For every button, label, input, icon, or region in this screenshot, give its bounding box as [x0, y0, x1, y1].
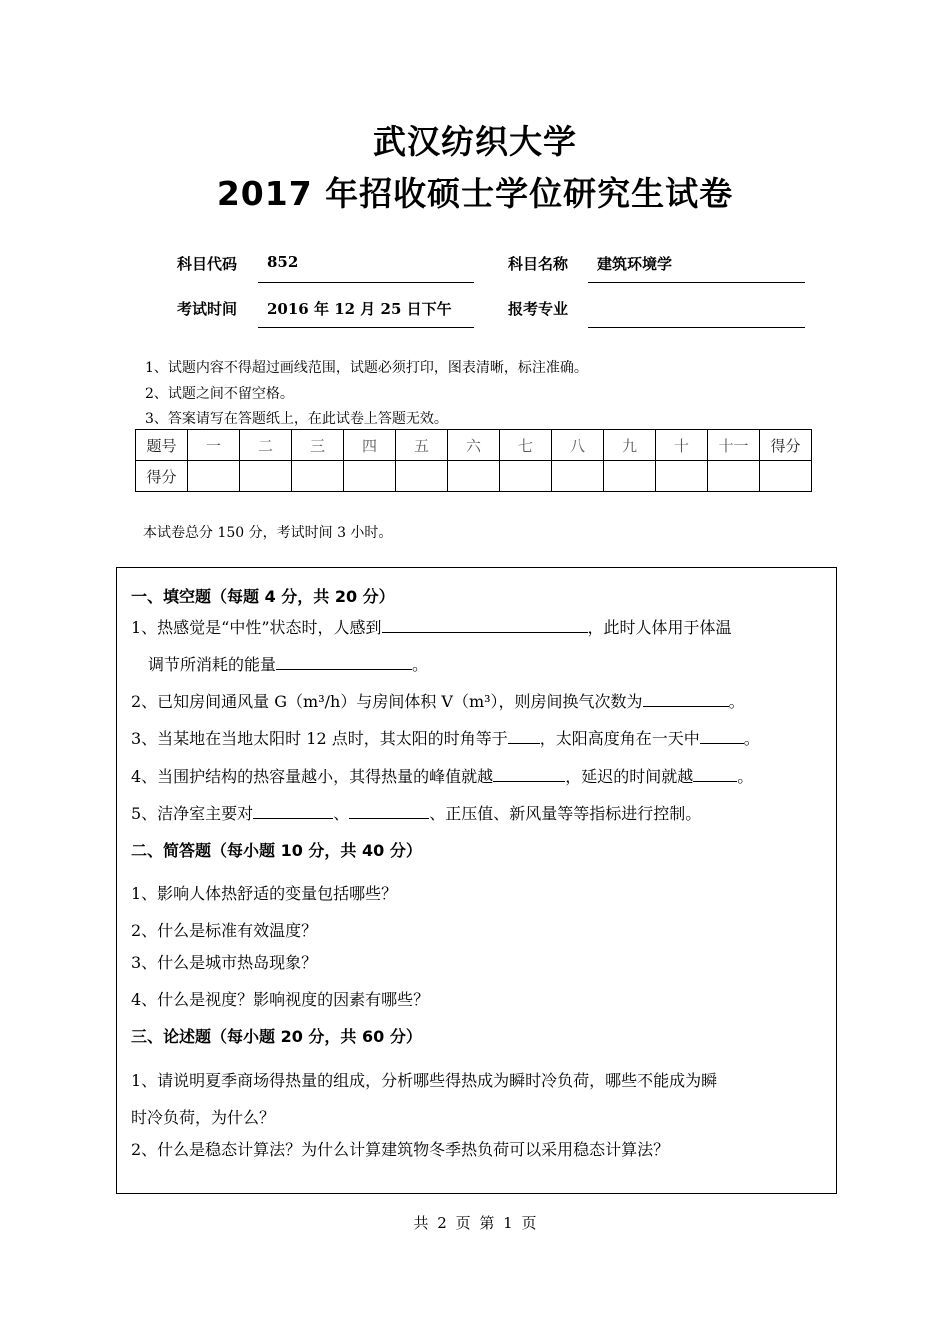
exam-time-value: 2016 年 12 月 25 日下午 — [267, 300, 452, 318]
score-header-cell: 八 — [552, 430, 604, 461]
score-cell — [552, 461, 604, 492]
score-header-cell: 七 — [500, 430, 552, 461]
question-text: 5、洁净室主要对 — [131, 804, 254, 823]
score-cell — [604, 461, 656, 492]
score-header-cell: 得分 — [760, 430, 812, 461]
score-cell — [708, 461, 760, 492]
score-cell — [188, 461, 240, 492]
subject-name-label: 科目名称 — [508, 255, 569, 273]
score-header-cell: 九 — [604, 430, 656, 461]
question-3-2: 2、什么是稳态计算法？为什么计算建筑物冬季热负荷可以采用稳态计算法？ — [131, 1140, 670, 1159]
answer-blank — [349, 802, 429, 819]
exam-title: 2017 年招收硕士学位研究生试卷 — [216, 174, 734, 213]
question-text: 。 — [412, 655, 429, 674]
score-table — [135, 429, 812, 492]
question-text: ，太阳高度角在一天中 — [539, 729, 700, 748]
total-note: 本试卷总分 150 分，考试时间 3 小时。 — [143, 525, 393, 541]
answer-blank — [693, 765, 737, 782]
answer-blank — [493, 765, 565, 782]
question-text: ，延迟的时间就越 — [565, 767, 694, 786]
answer-blank — [276, 653, 412, 670]
section-1-title: 一、填空题（每题 4 分，共 20 分） — [131, 587, 395, 606]
question-1-3 — [131, 726, 760, 749]
score-cell — [396, 461, 448, 492]
question-1-5 — [131, 801, 701, 824]
major-label: 报考专业 — [508, 300, 569, 318]
question-text: 1、热感觉是“中性”状态时，人感到 — [131, 618, 382, 637]
question-text: 2、已知房间通风量 G（m³/h）与房间体积 V（m³），则房间换气次数为 — [131, 692, 643, 711]
question-text: 、正压值、新风量等等指标进行控制。 — [429, 804, 702, 823]
question-1-4 — [131, 764, 753, 787]
score-row-label: 得分 — [136, 461, 188, 492]
answer-blank — [508, 727, 540, 744]
question-1-1-line-2 — [148, 652, 428, 675]
score-header-cell: 十 — [656, 430, 708, 461]
score-header-cell: 题号 — [136, 430, 188, 461]
score-cell — [656, 461, 708, 492]
question-1-2 — [131, 689, 745, 712]
note-2: 2、试题之间不留空格。 — [145, 386, 294, 402]
question-2-3: 3、什么是城市热岛现象？ — [131, 953, 318, 972]
score-cell — [344, 461, 396, 492]
major-underline — [588, 327, 805, 328]
score-header-cell: 一 — [188, 430, 240, 461]
answer-blank — [253, 802, 333, 819]
score-header-cell: 二 — [240, 430, 292, 461]
note-3: 3、答案请写在答题纸上，在此试卷上答题无效。 — [145, 411, 448, 427]
question-2-2: 2、什么是标准有效温度？ — [131, 921, 318, 940]
exam-time-label: 考试时间 — [177, 300, 238, 318]
subject-code-value: 852 — [267, 253, 299, 271]
score-header-cell: 十一 — [708, 430, 760, 461]
score-table-header-row — [136, 430, 812, 461]
section-3-title: 三、论述题（每小题 20 分，共 60 分） — [131, 1027, 422, 1046]
question-text: ，此时人体用于体温 — [587, 618, 732, 637]
subject-name-underline — [588, 282, 805, 283]
university-title: 武汉纺织大学 — [373, 122, 577, 161]
subject-code-underline — [258, 282, 474, 283]
question-text: 。 — [743, 729, 760, 748]
question-text: 3、当某地在当地太阳时 12 点时，其太阳的时角等于 — [131, 729, 508, 748]
page-footer: 共 2 页 第 1 页 — [413, 1214, 537, 1232]
question-text: 。 — [737, 767, 754, 786]
question-2-1: 1、影响人体热舒适的变量包括哪些？ — [131, 884, 398, 903]
subject-name-value: 建筑环境学 — [597, 255, 673, 273]
score-cell — [760, 461, 812, 492]
score-header-cell: 三 — [292, 430, 344, 461]
exam-time-underline — [258, 327, 474, 328]
score-table-score-row — [136, 461, 812, 492]
score-cell — [240, 461, 292, 492]
question-3-1-line-1: 1、请说明夏季商场得热量的组成，分析哪些得热成为瞬时冷负荷，哪些不能成为瞬 — [131, 1071, 718, 1090]
score-header-cell: 五 — [396, 430, 448, 461]
answer-blank — [700, 727, 744, 744]
question-2-4: 4、什么是视度？影响视度的因素有哪些？ — [131, 990, 430, 1009]
score-cell — [448, 461, 500, 492]
answer-blank — [643, 690, 729, 707]
question-text: 、 — [333, 804, 350, 823]
score-cell — [500, 461, 552, 492]
score-header-cell: 四 — [344, 430, 396, 461]
question-text: 4、当围护结构的热容量越小，其得热量的峰值就越 — [131, 767, 494, 786]
score-cell — [292, 461, 344, 492]
question-box — [116, 567, 837, 1194]
question-text: 调节所消耗的能量 — [148, 655, 277, 674]
note-1: 1、试题内容不得超过画线范围，试题必须打印，图表清晰，标注准确。 — [145, 360, 588, 376]
section-2-title: 二、简答题（每小题 10 分，共 40 分） — [131, 841, 422, 860]
subject-code-label: 科目代码 — [177, 255, 238, 273]
score-header-cell: 六 — [448, 430, 500, 461]
question-text: 。 — [728, 692, 745, 711]
answer-blank — [382, 616, 588, 633]
question-3-1-line-2: 时冷负荷，为什么？ — [131, 1108, 276, 1127]
question-1-1-line-1 — [131, 615, 732, 638]
